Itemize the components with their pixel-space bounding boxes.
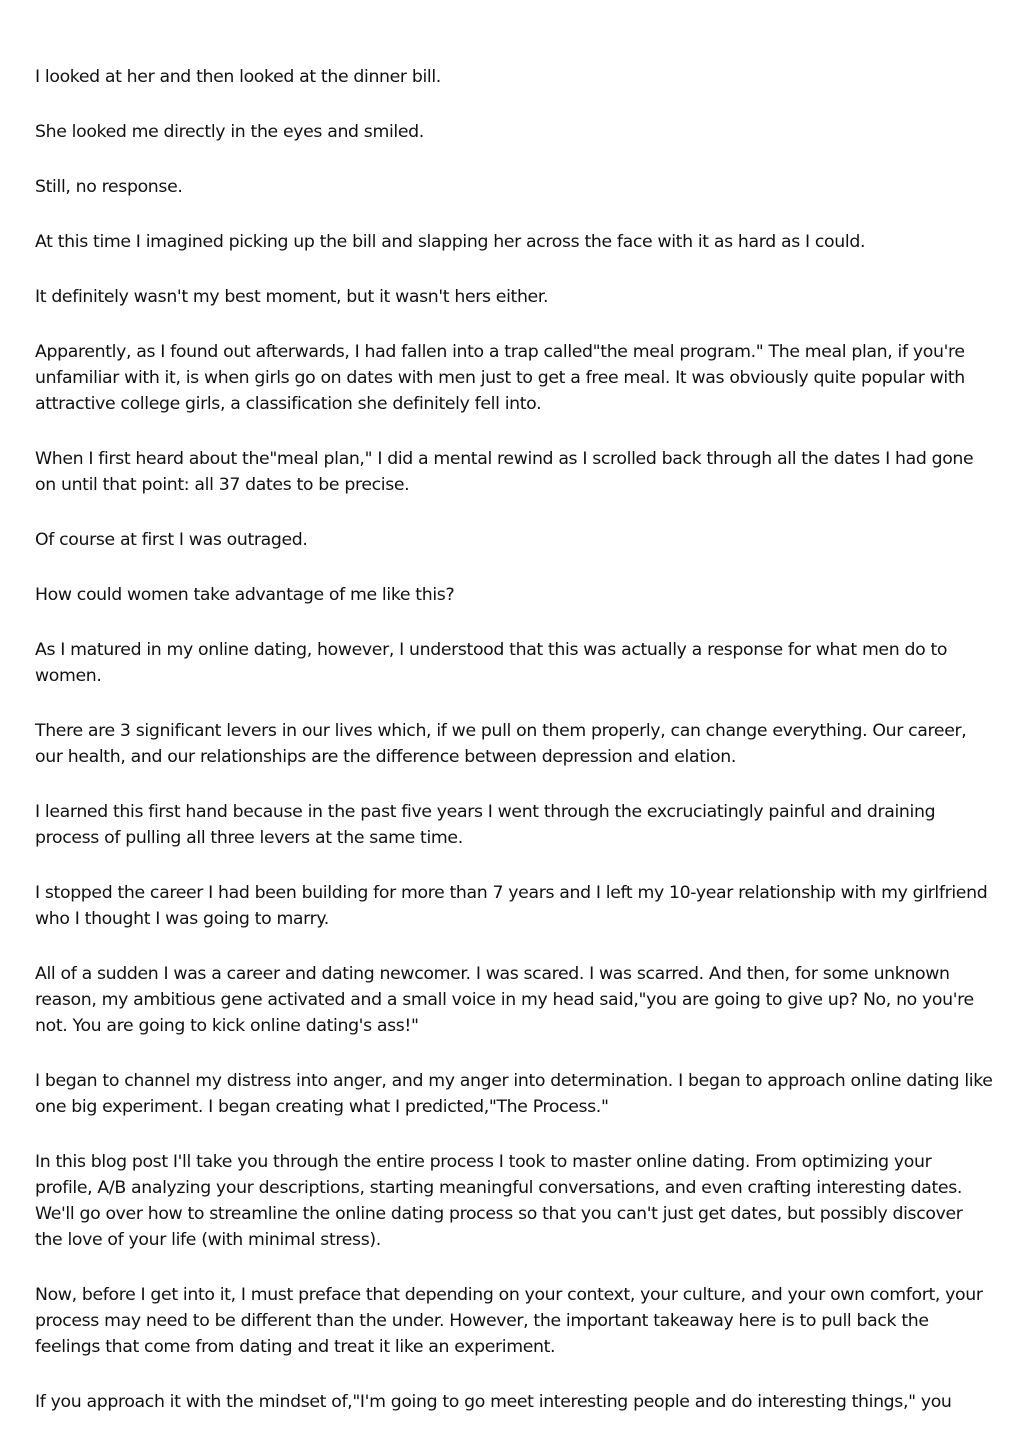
paragraph-16: In this blog post I'll take you through the entire process I took to master online dating. From optimizing your profile, A/B analyzing your descriptions, starting meaningful conversations, and even crafting interesting dates. We'll go over how to streamline the online dating process so that you can't just get dates, but possibly discover the love of your life (with minimal stress). <box>35 1152 963 1250</box>
paragraph-14: All of a sudden I was a career and dating newcomer. I was scared. I was scarred. And then, for some unknown reason, my ambitious gene activated and a small voice in my head said,"you are going to give up? No, no you're not. You are going to kick online dating's ass!" <box>35 964 974 1036</box>
document-body <box>35 64 993 1444</box>
paragraph-12: I learned this first hand because in the past five years I went through the excruciatingly painful and draining process of pulling all three levers at the same time. <box>35 802 936 848</box>
paragraph-2: She looked me directly in the eyes and smiled. <box>35 122 424 142</box>
paragraph-6: Apparently, as I found out afterwards, I had fallen into a trap called"the meal program." The meal plan, if you're unfamiliar with it, is when girls go on dates with men just to get a free meal. It was obviously quite popular with attractive college girls, a classification she definitely fell into. <box>35 342 965 414</box>
paragraph-15: I began to channel my distress into anger, and my anger into determination. I began to approach online dating like one big experiment. I began creating what I predicted,"The Process." <box>35 1071 993 1117</box>
paragraph-7: When I first heard about the"meal plan," I did a mental rewind as I scrolled back through all the dates I had gone on until that point: all 37 dates to be precise. <box>35 449 974 495</box>
paragraph-17: Now, before I get into it, I must preface that depending on your context, your culture, and your own comfort, your process may need to be different than the under. However, the important takeaway here is to pull back the feelings that come from dating and treat it like an experiment. <box>35 1285 983 1357</box>
paragraph-8: Of course at first I was outraged. <box>35 530 308 550</box>
paragraph-9: How could women take advantage of me like this? <box>35 585 455 605</box>
paragraph-18: If you approach it with the mindset of,"I'm going to go meet interesting people and do interesting things," you <box>35 1392 952 1412</box>
paragraph-10: As I matured in my online dating, however, I understood that this was actually a response for what men do to women. <box>35 640 948 686</box>
paragraph-3: Still, no response. <box>35 177 183 197</box>
paragraph-1: I looked at her and then looked at the dinner bill. <box>35 67 441 87</box>
paragraph-13: I stopped the career I had been building for more than 7 years and I left my 10-year relationship with my girlfriend who I thought I was going to marry. <box>35 883 988 929</box>
paragraph-4: At this time I imagined picking up the bill and slapping her across the face with it as hard as I could. <box>35 232 866 252</box>
paragraph-5: It definitely wasn't my best moment, but it wasn't hers either. <box>35 287 549 307</box>
paragraph-11: There are 3 significant levers in our lives which, if we pull on them properly, can change everything. Our career, our health, and our relationships are the difference between depression and elation. <box>35 721 967 767</box>
